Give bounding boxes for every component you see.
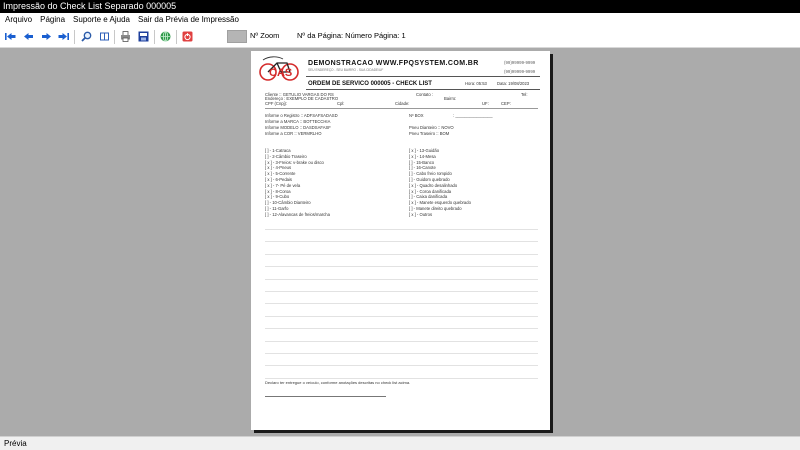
report-data: Data: 19/08/2023 <box>497 81 530 86</box>
field-cor: Informe a COR :: VERMRLHO <box>265 131 322 136</box>
field-bairro: Bairro: <box>444 96 457 101</box>
zoom-label: Nº Zoom <box>250 31 280 40</box>
svg-text:CAS: CAS <box>269 67 293 79</box>
field-marca: Informe a MARCA :: BOTTECCHIA <box>265 119 331 124</box>
note-line <box>265 365 538 366</box>
note-line <box>265 328 538 329</box>
field-endereco: Endereço : EXEMPLO DE CADASTRO <box>265 96 339 101</box>
note-line <box>265 254 538 255</box>
field-modelo: Informe MODELO :: DASDSAFASF <box>265 125 331 130</box>
checklist-item: [ x ] - 3-Freios: v-brake ou disco <box>265 159 324 165</box>
note-line <box>265 241 538 242</box>
checklist-item: [ x ] - Manete esquerdo quebrado <box>409 200 471 206</box>
field-cliente: Cliente :: GETULIO VARGAS DO RS <box>265 92 334 97</box>
first-page-icon[interactable] <box>5 31 16 42</box>
checklist-item: [ x ] - 4-Pneus <box>265 165 292 171</box>
note-line <box>265 279 538 280</box>
checklist-item: [ ] - Manete direito quebrado <box>409 206 462 211</box>
checklist-item: [ x ] - 7- Pé de vela <box>265 182 301 188</box>
menu-sair-previa[interactable]: Sair da Prévia de Impressão <box>137 15 239 24</box>
toolbar <box>0 26 800 48</box>
field-uf: UF: <box>482 101 489 106</box>
menu-bar <box>0 13 800 26</box>
field-registro: Informe o Registro :: ADFSAFSADASD <box>265 113 338 118</box>
note-line <box>265 316 538 317</box>
field-cep: CEP: <box>501 101 511 106</box>
exit-icon[interactable] <box>182 31 193 42</box>
signature-line <box>265 396 386 397</box>
note-line <box>265 266 538 267</box>
company-address: SEU ENDEREÇO - SEU BAIRRO - SUA CIDADE/UF <box>308 68 384 72</box>
printer-setup-icon[interactable] <box>120 31 131 42</box>
report-title: ORDEM DE SERVICO 000005 - CHECK LIST <box>308 81 432 87</box>
field-box-line: : ________________ <box>453 113 493 118</box>
checklist-item: [ ] - 1-Catraca <box>265 148 291 153</box>
field-pneu-traseiro: Pneu Traseiro :: BOM <box>409 131 450 136</box>
company-name: DEMONSTRACAO WWW.FPQSYSTEM.COM.BR <box>308 60 479 67</box>
menu-arquivo[interactable]: Arquivo <box>5 15 33 24</box>
checklist-item: [ x ] - Quadro desalinhado <box>409 182 458 188</box>
export-icon[interactable] <box>138 31 149 42</box>
field-tel: Tel: <box>521 92 528 97</box>
phone-2: (99)99999-9999 <box>504 69 536 74</box>
checklist-item: [ ] - Cabo freio rompido <box>409 171 452 177</box>
field-box: Nº BOX <box>409 113 424 118</box>
checklist-item: [ x ] - 13-Guidão <box>409 148 440 153</box>
checklist-item: [ ] - 12-Alavancas de freios/marcha <box>265 211 330 217</box>
note-line <box>265 341 538 342</box>
menu-pagina[interactable]: Página <box>40 15 66 24</box>
checklist-item: [ ] - 15-Banco <box>409 159 435 165</box>
note-line <box>265 291 538 292</box>
checklist-item: [ x ] - 8-Coroa <box>265 188 291 194</box>
zoom-field[interactable] <box>227 30 247 43</box>
checklist-item: [ ] - 10-Câmbio Dianteiro <box>265 200 311 206</box>
checklist-item: [ ] - Guidom quebrado <box>409 177 450 182</box>
globe-icon[interactable] <box>160 31 171 42</box>
checklist-item: [ x ] - Outros <box>409 211 433 217</box>
declaration-text: Declaro ter entregue o veículo, conforme anotações descritas no check list acima. <box>265 380 411 385</box>
note-line <box>265 353 538 354</box>
note-line <box>265 303 538 304</box>
previous-page-icon[interactable] <box>23 31 34 42</box>
next-page-icon[interactable] <box>41 31 52 42</box>
menu-suporte-ajuda[interactable]: Suporte e Ajuda <box>73 15 130 24</box>
company-logo <box>257 55 301 83</box>
note-line <box>265 229 538 230</box>
checklist-item: [ x ] - 6-Pedais <box>265 177 292 182</box>
phone-1: (99)99999-9999 <box>504 60 536 65</box>
checklist-item: [ ] - 11-Garfo <box>265 206 289 211</box>
field-cpf: CPF (Cnpj): <box>265 101 288 106</box>
checklist-item: [ ] - Caixa danificada <box>409 194 448 200</box>
checklist-item: [ x ] - 14-Mesa <box>409 153 436 159</box>
checklist-item: [ x ] - Coroa danificada <box>409 188 452 194</box>
checklist-item: [ x ] - 5-Corrente <box>265 171 296 177</box>
checklist-item: [ x ] - 9-Cubo <box>265 194 290 200</box>
status-bar: Prévia <box>0 436 800 450</box>
report-hora: Hora: 05:53 <box>465 81 487 86</box>
window-title: Impressão do Check List Separado 000005 <box>0 0 800 13</box>
report-page <box>251 51 550 430</box>
field-pneu-dianteiro: Pneu Dianteiro :: NOVO <box>409 125 454 130</box>
last-page-icon[interactable] <box>58 31 69 42</box>
page-number-label: Nº da Página: Número Página: 1 <box>297 31 406 40</box>
zoom-icon[interactable] <box>81 31 92 42</box>
note-line <box>265 378 538 379</box>
checklist-item: [ ] - 2-Câmbio Traseiro <box>265 153 307 159</box>
book-icon[interactable] <box>99 31 110 42</box>
field-contato: Contato : <box>416 92 433 97</box>
checklist-item: [ ] - 16-Canote <box>409 165 436 171</box>
field-cpl: Cpl: <box>337 101 345 106</box>
field-cidade: Cidade: <box>395 101 410 106</box>
